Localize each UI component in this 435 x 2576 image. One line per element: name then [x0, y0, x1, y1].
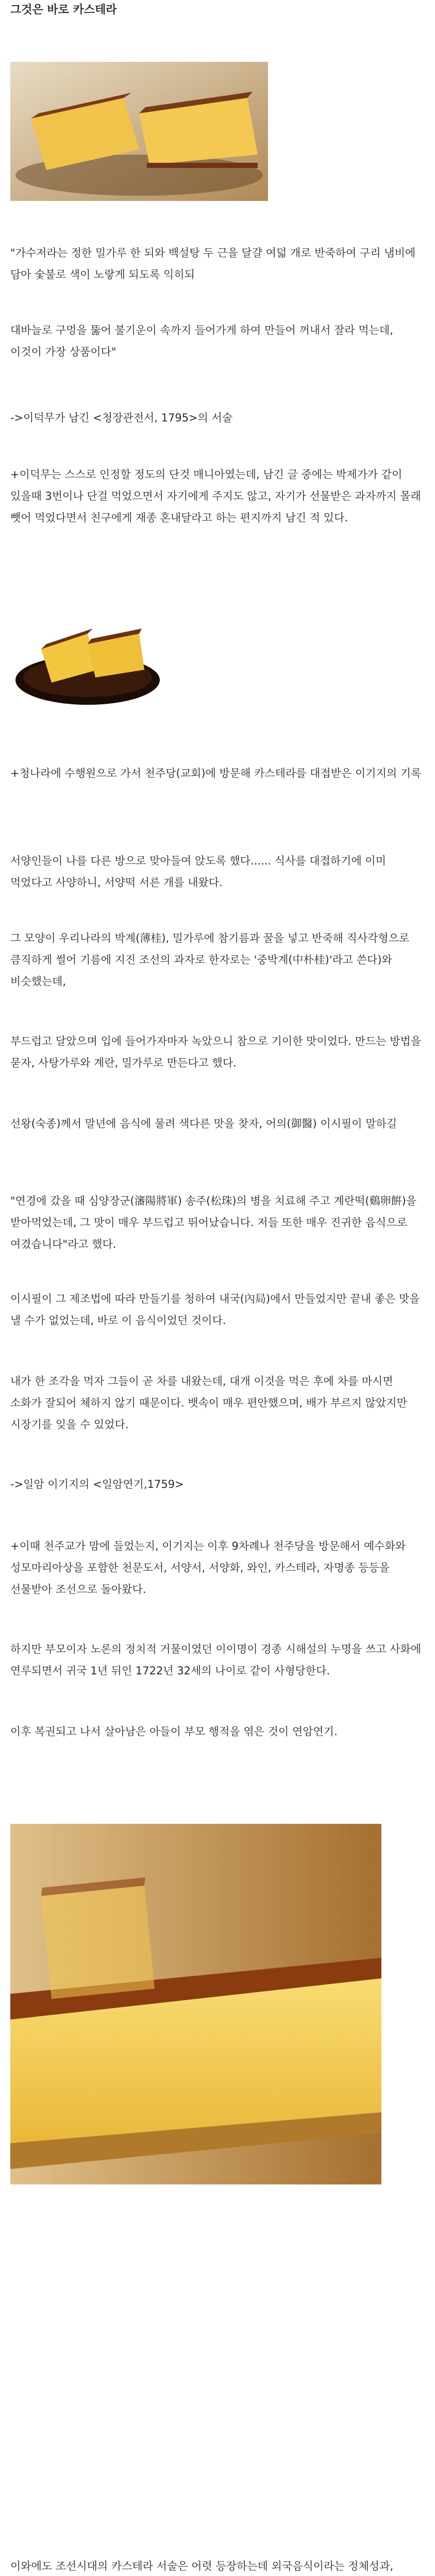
paragraph: 이후 복권되고 나서 살아남은 아들이 부모 행적을 엮은 것이 연암연기. — [10, 1725, 338, 1738]
paragraph: 하지만 부모이자 노론의 정치적 거물이였던 이이명이 경종 시해설의 누명을 쓰고 사화에 연루되면서 귀국 1년 뒤인 1722년 32세의 나이로 같이 사형당한다. — [10, 1643, 425, 1677]
paragraph-group-1 — [10, 242, 423, 285]
paragraph: 내가 한 조각을 먹자 그들이 곧 차를 내왔는데, 대개 이것을 먹은 후에 차를 마시면 소화가 잘되어 체하지 않기 때문이다. 뱃속이 매우 편안했으며, 배가 부르지 않았지만 시장기를 잊을 수 있었다. — [10, 1375, 411, 1431]
paragraph: 서양인들이 나를 다른 방으로 맞아들여 앉도록 했다...... 식사를 대접하기에 이미 먹었다고 사양하니, 서양떡 서른 개를 내왔다. — [10, 855, 390, 889]
paragraph-group-8 — [10, 1030, 423, 1074]
paragraph-group-12 — [10, 1370, 423, 1435]
paragraph-group-16 — [10, 1721, 423, 1742]
paragraph: 대바늘로 구멍을 뚫어 불기운이 속까지 들어가게 하여 만들어 꺼내서 잘라 먹는데, 이것이 가장 상품이다" — [10, 324, 397, 358]
paragraph-group-14 — [10, 1535, 423, 1600]
paragraph-group-13 — [10, 1473, 423, 1495]
paragraph-group-6 — [10, 850, 423, 893]
castella-closeup-photo — [10, 1824, 381, 2184]
paragraph-group-5 — [10, 762, 423, 784]
paragraph-group-7 — [10, 927, 423, 992]
paragraph-group-3 — [10, 407, 423, 429]
paragraph-note: +이덕무는 스스로 인정할 정도의 단것 매니아였는데, 남긴 글 중에는 박제가가 같이 있을때 3번이나 단걸 먹었으면서 자기에게 주지도 않고, 자기가 선물받은 과자까지 몰래 뺏어 먹었다면서 친구에게 재종 혼내달라고 하는 편지까지 남긴 적 있다. — [10, 468, 425, 524]
castella-plate-photo — [10, 592, 165, 716]
paragraph-group-2 — [10, 319, 423, 363]
paragraph: 부드럽고 달았으며 입에 들어가자마자 녹았으니 참으로 기이한 맛이었다. 만드는 방법을 묻자, 사탕가루와 계란, 밀가루로 만든다고 했다. — [10, 1035, 425, 1069]
paragraph: 이와에도 조선시대의 카스테라 서술은 어렷 등장하는데 외국음식이라는 정체성과, — [10, 2560, 394, 2572]
paragraph: 선왕(숙종)께서 말년에 음식에 물려 색다른 맛을 찾자, 어의(御醫) 이시필이 말하길 — [10, 1117, 397, 1130]
post-title: 그것은 바로 카스테라 — [10, 4, 117, 16]
paragraph-source: ->일암 이기지의 <일암연기,1759> — [10, 1478, 184, 1490]
paragraph: "연경에 갔을 때 심양장군(瀋陽將軍) 송주(松珠)의 병을 치료해 주고 계란떡(鷄卵餠)을 받아먹었는데, 그 맛이 매우 부드럽고 뛰어났습니다. 저들 또한 매우 진귀한 음식으로 여겼습니다"라고 했다. — [10, 1195, 420, 1250]
paragraph: "가수저라는 정한 밀가루 한 되와 백설탕 두 근을 달걀 여덟 개로 반죽하여 구리 냄비에 담아 숯불로 색이 노랗게 되도록 익히되 — [10, 247, 419, 281]
paragraph-note: +청나라에 수행원으로 가서 천주당(교회)에 방문해 카스테라를 대접받은 이기지의 기록 — [10, 767, 422, 779]
paragraph-source: ->이덕무가 남긴 <청장관전서, 1795>의 서술 — [10, 412, 233, 424]
post-title-block — [10, 0, 423, 21]
paragraph-group-11 — [10, 1288, 423, 1331]
castella-tray-photo — [10, 62, 268, 201]
paragraph-note: +이때 천주교가 맘에 들었는지, 이기지는 이후 9차례나 천주당을 방문해서 예수화와 성모마리아상을 포함한 천문도서, 서양서, 서양화, 와인, 카스테라, 자명종 등등을 선물받아 조선으로 돌아왔다. — [10, 1540, 409, 1596]
paragraph-group-17 — [10, 2555, 423, 2576]
paragraph-group-4 — [10, 464, 423, 529]
paragraph: 이시필이 그 제조법에 따라 만들기를 청하여 내국(內局)에서 만들었지만 끝내 좋은 맛을 낼 수가 없었는데, 바로 이 음식이었던 것이다. — [10, 1293, 424, 1327]
paragraph-group-15 — [10, 1638, 423, 1682]
paragraph-group-10 — [10, 1190, 423, 1255]
paragraph-group-9 — [10, 1113, 423, 1134]
paragraph: 그 모양이 우리나라의 박계(薄桂), 밀가루에 참기름과 꿀을 넣고 반죽해 직사각형으로 큼직하게 썰어 기름에 지진 조선의 과자로 한자로는 '중박계(中朴桂)'라고 쓴다)와 비슷했는데, — [10, 932, 413, 988]
